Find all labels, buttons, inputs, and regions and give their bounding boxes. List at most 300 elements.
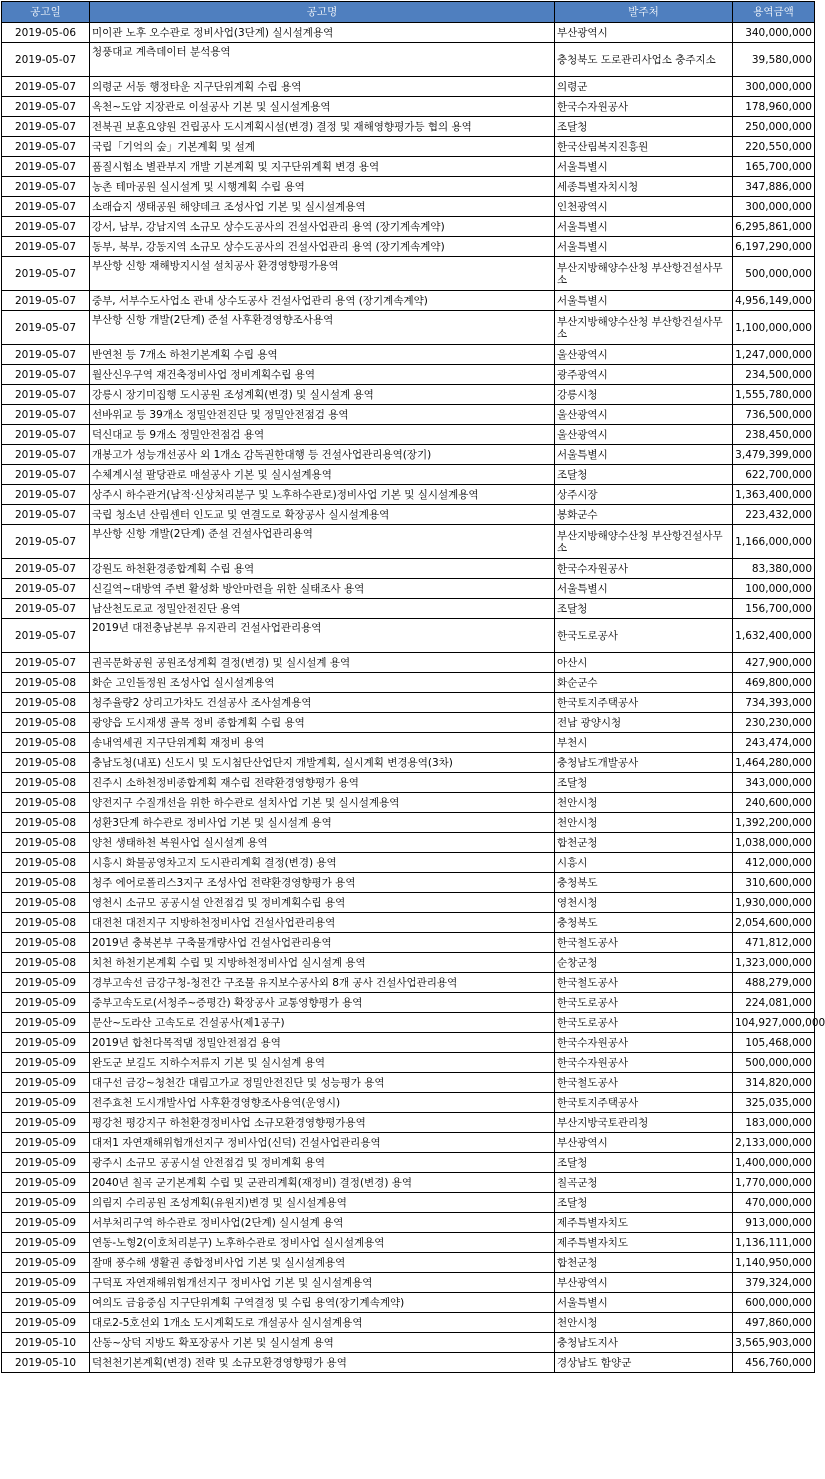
cell-title: 여의도 금융중심 지구단위계획 구역결정 및 수립 용역(장기계속계약) (90, 1293, 555, 1313)
table-row[interactable] (2, 177, 815, 197)
cell-orderer: 아산시 (555, 653, 733, 673)
table-row[interactable] (2, 23, 815, 43)
cell-title: 권곡문화공원 공원조성계획 결정(변경) 및 실시설계 용역 (90, 653, 555, 673)
cell-date: 2019-05-08 (2, 953, 90, 973)
cell-orderer: 울산광역시 (555, 345, 733, 365)
cell-amount: 412,000,000 (733, 853, 815, 873)
cell-date: 2019-05-08 (2, 713, 90, 733)
cell-date: 2019-05-08 (2, 693, 90, 713)
cell-orderer: 한국도로공사 (555, 993, 733, 1013)
cell-orderer: 천안시청 (555, 813, 733, 833)
cell-orderer: 서울특별시 (555, 237, 733, 257)
cell-amount: 1,136,111,000 (733, 1233, 815, 1253)
cell-title: 의령군 서동 행정타운 지구단위계획 수립 용역 (90, 77, 555, 97)
cell-title: 송내역세권 지구단위계획 재정비 용역 (90, 733, 555, 753)
cell-title: 미이관 노후 오수관로 정비사업(3단계) 실시설계용역 (90, 23, 555, 43)
cell-date: 2019-05-09 (2, 993, 90, 1013)
cell-date: 2019-05-09 (2, 1113, 90, 1133)
cell-amount: 4,956,149,000 (733, 291, 815, 311)
cell-title: 상주시 하수관거(남적·신상처리분구 및 노후하수관로)정비사업 기본 및 실시설계용역 (90, 485, 555, 505)
cell-amount: 1,770,000,000 (733, 1173, 815, 1193)
cell-date: 2019-05-07 (2, 345, 90, 365)
cell-orderer: 한국산림복지진흥원 (555, 137, 733, 157)
cell-title: 덕천천기본계획(변경) 전략 및 소규모환경영향평가 용역 (90, 1353, 555, 1373)
table-row[interactable] (2, 993, 815, 1013)
cell-title: 부산항 신항 재해방지시설 설치공사 환경영향평가용역 (90, 257, 555, 291)
cell-orderer: 제주특별자치도 (555, 1213, 733, 1233)
cell-orderer: 조달청 (555, 773, 733, 793)
cell-date: 2019-05-08 (2, 873, 90, 893)
cell-amount: 83,380,000 (733, 559, 815, 579)
cell-title: 완도군 보길도 지하수저류지 기본 및 실시설계 용역 (90, 1053, 555, 1073)
table-row[interactable] (2, 773, 815, 793)
cell-amount: 456,760,000 (733, 1353, 815, 1373)
cell-amount: 223,432,000 (733, 505, 815, 525)
cell-title: 2019년 대전충남본부 유지관리 건설사업관리용역 (90, 619, 555, 653)
cell-title: 대저1 자연재해위험개선지구 정비사업(신덕) 건설사업관리용역 (90, 1133, 555, 1153)
cell-amount: 3,479,399,000 (733, 445, 815, 465)
cell-amount: 325,035,000 (733, 1093, 815, 1113)
cell-title: 의림지 수리공원 조성계획(유원지)변경 및 실시설계용역 (90, 1193, 555, 1213)
cell-title: 동부, 북부, 강동지역 소규모 상수도공사의 건설사업관리 용역 (장기계속계약) (90, 237, 555, 257)
cell-date: 2019-05-08 (2, 673, 90, 693)
table-row[interactable] (2, 257, 815, 291)
cell-orderer: 조달청 (555, 117, 733, 137)
cell-date: 2019-05-09 (2, 1233, 90, 1253)
cell-orderer: 한국도로공사 (555, 1013, 733, 1033)
cell-title: 월산신우구역 재건축정비사업 정비계획수립 용역 (90, 365, 555, 385)
cell-orderer: 부산광역시 (555, 1133, 733, 1153)
cell-amount: 165,700,000 (733, 157, 815, 177)
table-row[interactable] (2, 137, 815, 157)
cell-title: 대전천 대전지구 지방하천정비사업 건설사업관리용역 (90, 913, 555, 933)
cell-title: 광양읍 도시재생 골목 정비 종합계획 수립 용역 (90, 713, 555, 733)
cell-amount: 470,000,000 (733, 1193, 815, 1213)
cell-date: 2019-05-08 (2, 793, 90, 813)
table-row[interactable] (2, 97, 815, 117)
table-row[interactable] (2, 525, 815, 559)
cell-date: 2019-05-09 (2, 1133, 90, 1153)
cell-orderer: 전남 광양시청 (555, 713, 733, 733)
table-row[interactable] (2, 973, 815, 993)
table-row[interactable] (2, 485, 815, 505)
cell-date: 2019-05-07 (2, 465, 90, 485)
cell-title: 품질시험소 별관부지 개발 기본계획 및 지구단위계획 변경 용역 (90, 157, 555, 177)
cell-title: 구덕포 자연재해위험개선지구 정비사업 기본 및 실시설계용역 (90, 1273, 555, 1293)
cell-date: 2019-05-07 (2, 77, 90, 97)
cell-date: 2019-05-08 (2, 893, 90, 913)
cell-date: 2019-05-07 (2, 505, 90, 525)
cell-date: 2019-05-07 (2, 257, 90, 291)
cell-title: 선바위교 등 39개소 정밀안전진단 및 정밀안전점검 용역 (90, 405, 555, 425)
cell-title: 중부고속도로(서청주~증평간) 확장공사 교통영향평가 용역 (90, 993, 555, 1013)
cell-amount: 500,000,000 (733, 257, 815, 291)
cell-orderer: 부산지방국토관리청 (555, 1113, 733, 1133)
cell-title: 개봉고가 성능개선공사 외 1개소 감독권한대행 등 건설사업관리용역(장기) (90, 445, 555, 465)
cell-amount: 1,555,780,000 (733, 385, 815, 405)
table-row[interactable] (2, 237, 815, 257)
cell-orderer: 충청남도지사 (555, 1333, 733, 1353)
cell-amount: 1,400,000,000 (733, 1153, 815, 1173)
cell-date: 2019-05-08 (2, 913, 90, 933)
cell-title: 강원도 하천환경종합계획 수립 용역 (90, 559, 555, 579)
cell-date: 2019-05-09 (2, 1213, 90, 1233)
cell-orderer: 부산지방해양수산청 부산항건설사무소 (555, 525, 733, 559)
table-row[interactable] (2, 1113, 815, 1133)
cell-orderer: 한국수자원공사 (555, 97, 733, 117)
cell-amount: 1,166,000,000 (733, 525, 815, 559)
cell-date: 2019-05-09 (2, 1013, 90, 1033)
cell-orderer: 한국철도공사 (555, 933, 733, 953)
cell-orderer: 서울특별시 (555, 1293, 733, 1313)
cell-date: 2019-05-07 (2, 177, 90, 197)
cell-orderer: 봉화군수 (555, 505, 733, 525)
header-title[interactable]: 공고명 (90, 2, 555, 23)
table-row[interactable] (2, 405, 815, 425)
cell-title: 충남도청(내포) 신도시 및 도시첨단산업단지 개발계획, 실시계획 변경용역(3차) (90, 753, 555, 773)
cell-title: 화순 고인돌정원 조성사업 실시설계용역 (90, 673, 555, 693)
cell-amount: 622,700,000 (733, 465, 815, 485)
table-row[interactable] (2, 1053, 815, 1073)
cell-date: 2019-05-07 (2, 311, 90, 345)
cell-amount: 6,197,290,000 (733, 237, 815, 257)
table-row[interactable] (2, 43, 815, 77)
cell-amount: 220,550,000 (733, 137, 815, 157)
cell-amount: 238,450,000 (733, 425, 815, 445)
cell-amount: 1,038,000,000 (733, 833, 815, 853)
cell-amount: 340,000,000 (733, 23, 815, 43)
table-row[interactable] (2, 157, 815, 177)
table-row[interactable] (2, 579, 815, 599)
cell-amount: 1,100,000,000 (733, 311, 815, 345)
cell-amount: 300,000,000 (733, 197, 815, 217)
table-row[interactable] (2, 365, 815, 385)
table-row[interactable] (2, 345, 815, 365)
table-row[interactable] (2, 445, 815, 465)
cell-amount: 243,474,000 (733, 733, 815, 753)
table-row[interactable] (2, 913, 815, 933)
cell-orderer: 한국토지주택공사 (555, 693, 733, 713)
table-row[interactable] (2, 933, 815, 953)
cell-title: 남산천도로교 정밀안전진단 용역 (90, 599, 555, 619)
cell-amount: 6,295,861,000 (733, 217, 815, 237)
cell-date: 2019-05-09 (2, 1033, 90, 1053)
cell-date: 2019-05-09 (2, 1093, 90, 1113)
table-row[interactable] (2, 733, 815, 753)
cell-amount: 234,500,000 (733, 365, 815, 385)
cell-date: 2019-05-07 (2, 365, 90, 385)
cell-amount: 471,812,000 (733, 933, 815, 953)
cell-date: 2019-05-08 (2, 753, 90, 773)
cell-orderer: 천안시청 (555, 793, 733, 813)
cell-title: 2040년 칠곡 군기본계획 수립 및 군관리계획(재정비) 결정(변경) 용역 (90, 1173, 555, 1193)
cell-amount: 347,886,000 (733, 177, 815, 197)
cell-title: 광주시 소규모 공공시설 안전점검 및 정비계획 용역 (90, 1153, 555, 1173)
cell-date: 2019-05-09 (2, 1253, 90, 1273)
cell-orderer: 광주광역시 (555, 365, 733, 385)
table-row[interactable] (2, 385, 815, 405)
cell-orderer: 순창군청 (555, 953, 733, 973)
cell-date: 2019-05-07 (2, 237, 90, 257)
cell-orderer: 합천군청 (555, 1253, 733, 1273)
cell-amount: 1,140,950,000 (733, 1253, 815, 1273)
cell-date: 2019-05-07 (2, 525, 90, 559)
cell-orderer: 부산광역시 (555, 23, 733, 43)
cell-orderer: 한국토지주택공사 (555, 1093, 733, 1113)
cell-date: 2019-05-07 (2, 485, 90, 505)
cell-date: 2019-05-07 (2, 559, 90, 579)
table-row[interactable] (2, 1033, 815, 1053)
table-row[interactable] (2, 1013, 815, 1033)
cell-title: 소래습지 생태공원 해양데크 조성사업 기본 및 실시설계용역 (90, 197, 555, 217)
table-row[interactable] (2, 1293, 815, 1313)
table-row[interactable] (2, 713, 815, 733)
table-row[interactable] (2, 77, 815, 97)
cell-date: 2019-05-07 (2, 619, 90, 653)
cell-title: 문산~도라산 고속도로 건설공사(제1공구) (90, 1013, 555, 1033)
cell-orderer: 충청남도개발공사 (555, 753, 733, 773)
cell-date: 2019-05-07 (2, 385, 90, 405)
table-row[interactable] (2, 1273, 815, 1293)
cell-orderer: 제주특별자치도 (555, 1233, 733, 1253)
cell-title: 시흥시 화물공영차고지 도시관리계획 결정(변경) 용역 (90, 853, 555, 873)
cell-date: 2019-05-08 (2, 833, 90, 853)
cell-orderer: 세종특별자치시청 (555, 177, 733, 197)
cell-amount: 600,000,000 (733, 1293, 815, 1313)
table-row[interactable] (2, 619, 815, 653)
table-row[interactable] (2, 673, 815, 693)
cell-date: 2019-05-10 (2, 1333, 90, 1353)
cell-amount: 178,960,000 (733, 97, 815, 117)
table-row[interactable] (2, 1153, 815, 1173)
cell-date: 2019-05-08 (2, 853, 90, 873)
cell-orderer: 울산광역시 (555, 405, 733, 425)
cell-date: 2019-05-07 (2, 445, 90, 465)
cell-orderer: 인천광역시 (555, 197, 733, 217)
cell-title: 국립「기억의 숲」기본계획 및 설계 (90, 137, 555, 157)
table-row[interactable] (2, 465, 815, 485)
cell-title: 덕신대교 등 9개소 정밀안전점검 용역 (90, 425, 555, 445)
cell-amount: 734,393,000 (733, 693, 815, 713)
table-row[interactable] (2, 197, 815, 217)
cell-orderer: 경상남도 함양군 (555, 1353, 733, 1373)
cell-orderer: 조달청 (555, 599, 733, 619)
table-row[interactable] (2, 753, 815, 773)
table-row[interactable] (2, 1213, 815, 1233)
cell-title: 산동~상덕 지방도 확포장공사 기본 및 실시설계 용역 (90, 1333, 555, 1353)
table-row[interactable] (2, 599, 815, 619)
cell-title: 신길역~대방역 주변 활성화 방안마련을 위한 실태조사 용역 (90, 579, 555, 599)
cell-orderer: 충청북도 (555, 913, 733, 933)
cell-title: 연동-노형2(이호처리분구) 노후하수관로 정비사업 실시설계용역 (90, 1233, 555, 1253)
cell-title: 청주 에어로폴리스3지구 조성사업 전략환경영향평가 용역 (90, 873, 555, 893)
table-row[interactable] (2, 425, 815, 445)
cell-title: 반연천 등 7개소 하천기본계획 수립 용역 (90, 345, 555, 365)
cell-orderer: 한국철도공사 (555, 1073, 733, 1093)
cell-title: 진주시 소하천정비종합계획 재수립 전략환경영향평가 용역 (90, 773, 555, 793)
table-row[interactable] (2, 893, 815, 913)
table-row[interactable] (2, 833, 815, 853)
cell-amount: 250,000,000 (733, 117, 815, 137)
cell-orderer: 부산지방해양수산청 부산항건설사무소 (555, 257, 733, 291)
cell-orderer: 서울특별시 (555, 217, 733, 237)
table-row[interactable] (2, 1193, 815, 1213)
cell-orderer: 한국수자원공사 (555, 559, 733, 579)
cell-amount: 104,927,000,000 (733, 1013, 815, 1033)
cell-date: 2019-05-09 (2, 1073, 90, 1093)
table-row[interactable] (2, 1133, 815, 1153)
cell-orderer: 조달청 (555, 1153, 733, 1173)
cell-date: 2019-05-07 (2, 157, 90, 177)
tender-table (1, 1, 825, 1373)
cell-date: 2019-05-09 (2, 1193, 90, 1213)
cell-date: 2019-05-07 (2, 579, 90, 599)
cell-amount: 156,700,000 (733, 599, 815, 619)
header-row (2, 2, 815, 23)
table-row[interactable] (2, 1353, 815, 1373)
table-row[interactable] (2, 1073, 815, 1093)
header-date[interactable]: 공고일 (2, 2, 90, 23)
cell-date: 2019-05-08 (2, 933, 90, 953)
cell-amount: 39,580,000 (733, 43, 815, 77)
table-row[interactable] (2, 953, 815, 973)
cell-title: 평강천 평강지구 하천환경정비사업 소규모환경영향평가용역 (90, 1113, 555, 1133)
table-row[interactable] (2, 291, 815, 311)
cell-orderer: 한국수자원공사 (555, 1053, 733, 1073)
cell-amount: 1,323,000,000 (733, 953, 815, 973)
cell-date: 2019-05-08 (2, 773, 90, 793)
cell-date: 2019-05-09 (2, 1293, 90, 1313)
cell-date: 2019-05-09 (2, 1273, 90, 1293)
table-row[interactable] (2, 1333, 815, 1353)
cell-title: 국립 청소년 산림센터 인도교 및 연결도로 확장공사 실시설계용역 (90, 505, 555, 525)
cell-title: 청풍대교 계측데이터 분석용역 (90, 43, 555, 77)
cell-amount: 1,247,000,000 (733, 345, 815, 365)
cell-orderer: 서울특별시 (555, 579, 733, 599)
cell-orderer: 부산지방해양수산청 부산항건설사무소 (555, 311, 733, 345)
cell-date: 2019-05-07 (2, 43, 90, 77)
cell-date: 2019-05-10 (2, 1353, 90, 1373)
cell-amount: 427,900,000 (733, 653, 815, 673)
cell-orderer: 부산광역시 (555, 1273, 733, 1293)
cell-title: 청주율량2 상리고가차도 건설공사 조사설계용역 (90, 693, 555, 713)
cell-amount: 1,930,000,000 (733, 893, 815, 913)
cell-orderer: 충청북도 (555, 873, 733, 893)
cell-title: 수체계시설 팔당관로 매설공사 기본 및 실시설계용역 (90, 465, 555, 485)
table-row[interactable] (2, 1093, 815, 1113)
cell-date: 2019-05-07 (2, 291, 90, 311)
cell-amount: 2,054,600,000 (733, 913, 815, 933)
cell-amount: 2,133,000,000 (733, 1133, 815, 1153)
cell-title: 전북권 보훈요양원 건립공사 도시계획시설(변경) 결정 및 재해영향평가등 협의 용역 (90, 117, 555, 137)
table-row[interactable] (2, 653, 815, 673)
cell-orderer: 서울특별시 (555, 291, 733, 311)
cell-date: 2019-05-07 (2, 197, 90, 217)
table-row[interactable] (2, 853, 815, 873)
table-row[interactable] (2, 1173, 815, 1193)
cell-orderer: 화순군수 (555, 673, 733, 693)
cell-amount: 343,000,000 (733, 773, 815, 793)
cell-orderer: 한국수자원공사 (555, 1033, 733, 1053)
cell-amount: 736,500,000 (733, 405, 815, 425)
cell-date: 2019-05-07 (2, 425, 90, 445)
cell-orderer: 한국도로공사 (555, 619, 733, 653)
cell-orderer: 영천시청 (555, 893, 733, 913)
table-row[interactable] (2, 1253, 815, 1273)
table-row[interactable] (2, 693, 815, 713)
cell-amount: 183,000,000 (733, 1113, 815, 1133)
cell-date: 2019-05-07 (2, 117, 90, 137)
table-row[interactable] (2, 311, 815, 345)
cell-amount: 500,000,000 (733, 1053, 815, 1073)
cell-amount: 379,324,000 (733, 1273, 815, 1293)
cell-title: 대로2-5호선외 1개소 도시계획도로 개설공사 실시설계용역 (90, 1313, 555, 1333)
cell-title: 2019년 합천다목적댐 정밀안전점검 용역 (90, 1033, 555, 1053)
cell-amount: 913,000,000 (733, 1213, 815, 1233)
cell-amount: 240,600,000 (733, 793, 815, 813)
cell-title: 잘매 풍수해 생활권 종합정비사업 기본 및 실시설계용역 (90, 1253, 555, 1273)
cell-amount: 497,860,000 (733, 1313, 815, 1333)
table-row[interactable] (2, 505, 815, 525)
cell-title: 농촌 테마공원 실시설계 및 시행계획 수립 용역 (90, 177, 555, 197)
cell-date: 2019-05-07 (2, 137, 90, 157)
cell-title: 성환3단계 하수관로 정비사업 기본 및 실시설계 용역 (90, 813, 555, 833)
cell-orderer: 울산광역시 (555, 425, 733, 445)
cell-amount: 105,468,000 (733, 1033, 815, 1053)
cell-orderer: 합천군청 (555, 833, 733, 853)
cell-title: 치천 하천기본계획 수립 및 지방하천정비사업 실시설계 용역 (90, 953, 555, 973)
cell-date: 2019-05-09 (2, 973, 90, 993)
cell-title: 강서, 남부, 강남지역 소규모 상수도공사의 건설사업관리 용역 (장기계속계약) (90, 217, 555, 237)
cell-date: 2019-05-07 (2, 97, 90, 117)
table-body (2, 23, 825, 1373)
cell-orderer: 충청북도 도로관리사업소 충주지소 (555, 43, 733, 77)
cell-orderer: 천안시청 (555, 1313, 733, 1333)
cell-title: 영천시 소규모 공공시설 안전점검 및 정비계획수립 용역 (90, 893, 555, 913)
cell-amount: 314,820,000 (733, 1073, 815, 1093)
cell-orderer: 의령군 (555, 77, 733, 97)
table-row[interactable] (2, 217, 815, 237)
cell-date: 2019-05-06 (2, 23, 90, 43)
table-row[interactable] (2, 1313, 815, 1333)
table-row[interactable] (2, 117, 815, 137)
cell-title: 중부, 서부수도사업소 관내 상수도공사 건설사업관리 용역 (장기계속계약) (90, 291, 555, 311)
header-amount[interactable]: 용역금액 (733, 2, 815, 23)
cell-orderer: 서울특별시 (555, 445, 733, 465)
table-row[interactable] (2, 813, 815, 833)
cell-amount: 1,632,400,000 (733, 619, 815, 653)
cell-orderer: 상주시장 (555, 485, 733, 505)
cell-date: 2019-05-08 (2, 733, 90, 753)
cell-date: 2019-05-07 (2, 217, 90, 237)
table-row[interactable] (2, 793, 815, 813)
table-row[interactable] (2, 559, 815, 579)
cell-orderer: 부천시 (555, 733, 733, 753)
table-row[interactable] (2, 1233, 815, 1253)
cell-amount: 224,081,000 (733, 993, 815, 1013)
header-orderer[interactable]: 발주처 (555, 2, 733, 23)
cell-amount: 230,230,000 (733, 713, 815, 733)
cell-title: 옥천~도암 지장관로 이설공사 기본 및 실시설계용역 (90, 97, 555, 117)
cell-date: 2019-05-08 (2, 813, 90, 833)
cell-title: 부산항 신항 개발(2단계) 준설 사후환경영향조사용역 (90, 311, 555, 345)
table-row[interactable] (2, 873, 815, 893)
cell-amount: 1,464,280,000 (733, 753, 815, 773)
cell-amount: 3,565,903,000 (733, 1333, 815, 1353)
cell-title: 서부처리구역 하수관로 정비사업(2단계) 실시설계 용역 (90, 1213, 555, 1233)
cell-date: 2019-05-07 (2, 405, 90, 425)
cell-title: 대구선 금강~청천간 대림고가교 정밀안전진단 및 성능평가 용역 (90, 1073, 555, 1093)
